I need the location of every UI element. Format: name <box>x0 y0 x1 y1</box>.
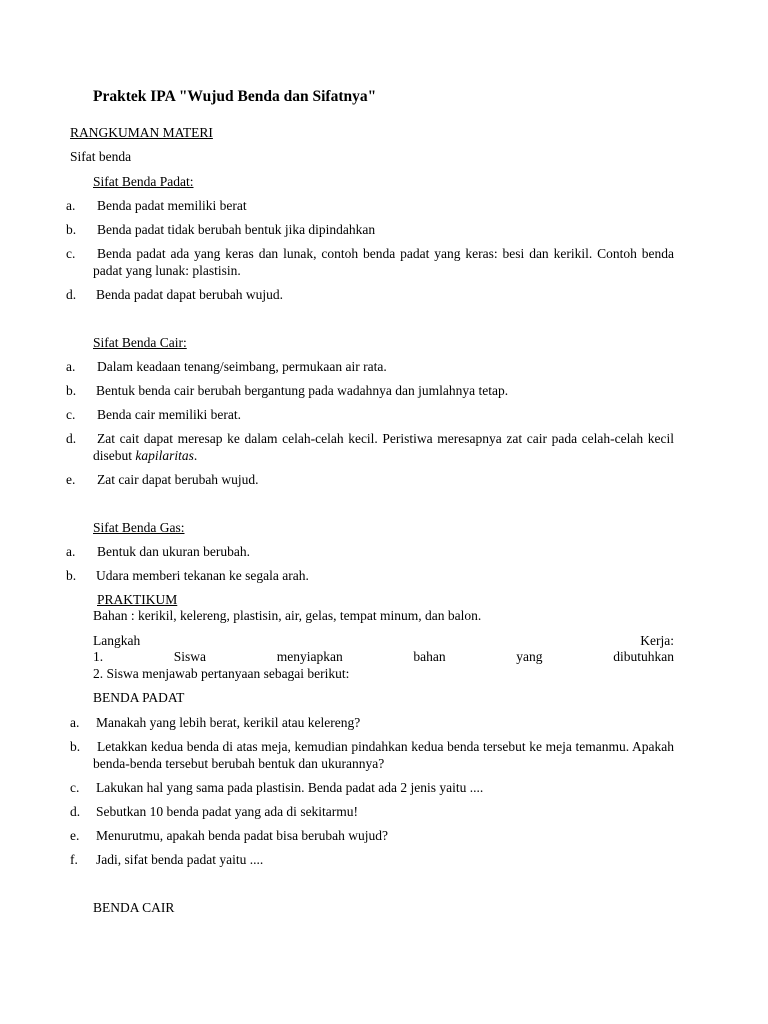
bahan-line: Bahan : kerikil, kelereng, plastisin, air, gelas, tempat minum, dan balon. <box>93 608 482 623</box>
step-word: Siswa <box>173 649 207 664</box>
kapilaritas-term: kapilaritas <box>135 448 194 463</box>
question-text: Sebutkan 10 benda padat yang ada di sekitarmu! <box>96 804 359 819</box>
list-marker: b. <box>66 568 77 583</box>
step-word: bahan <box>413 649 446 664</box>
question-text: Jadi, sifat benda padat yaitu .... <box>96 852 264 867</box>
list-item-text: Benda padat memiliki berat <box>97 198 247 213</box>
list-item-text: Benda padat tidak berubah bentuk jika dipindahkan <box>97 222 376 237</box>
kerja-word: Kerja: <box>640 633 674 648</box>
list-item-text: Dalam keadaan tenang/seimbang, permukaan air rata. <box>97 359 387 374</box>
list-item-text-main: Zat cait dapat meresap ke dalam celah-celah kecil. Peristiwa meresapnya zat cair pada celah-celah kecil disebut <box>93 431 674 463</box>
subheading-sifat-benda: Sifat benda <box>70 149 132 164</box>
step-word: 1. <box>93 649 104 664</box>
list-item-text <box>93 430 674 464</box>
question-text: Manakah yang lebih berat, kerikil atau kelereng? <box>96 715 361 730</box>
heading-sifat-benda-padat: Sifat Benda Padat: <box>93 174 194 189</box>
list-marker: d. <box>70 804 81 819</box>
list-marker: b. <box>70 739 81 754</box>
step-1-line <box>93 648 674 665</box>
langkah-word: Langkah <box>93 633 141 648</box>
list-marker: c. <box>66 246 76 261</box>
heading-praktikum: PRAKTIKUM <box>97 592 178 607</box>
question-text: Menurutmu, apakah benda padat bisa berubah wujud? <box>96 828 389 843</box>
list-marker: d. <box>66 431 77 446</box>
list-item-text: Benda padat dapat berubah wujud. <box>96 287 284 302</box>
document-title: Praktek IPA "Wujud Benda dan Sifatnya" <box>93 88 377 105</box>
heading-sifat-benda-cair: Sifat Benda Cair: <box>93 335 187 350</box>
list-item-text: Bentuk dan ukuran berubah. <box>97 544 250 559</box>
list-item-text: Benda padat ada yang keras dan lunak, contoh benda padat yang keras: besi dan kerikil. Contoh benda padat yang lunak: plastisin. <box>93 246 674 278</box>
question-text: Lakukan hal yang sama pada plastisin. Benda padat ada 2 jenis yaitu .... <box>96 780 484 795</box>
list-item-text-end: . <box>193 448 198 463</box>
langkah-kerja-line <box>93 632 674 649</box>
list-item-text: Bentuk benda cair berubah bergantung pada wadahnya dan jumlahnya tetap. <box>96 383 509 398</box>
heading-sifat-benda-gas: Sifat Benda Gas: <box>93 520 185 535</box>
list-marker: f. <box>70 852 78 867</box>
step-word: dibutuhkan <box>613 649 674 664</box>
list-marker: e. <box>70 828 80 843</box>
step-word: yang <box>516 649 543 664</box>
step-2-line: 2. Siswa menjawab pertanyaan sebagai berikut: <box>93 666 350 681</box>
heading-benda-cair: BENDA CAIR <box>93 900 175 915</box>
list-marker: d. <box>66 287 77 302</box>
section-heading-rangkuman: RANGKUMAN MATERI <box>70 125 213 140</box>
list-marker: e. <box>66 472 76 487</box>
list-item-text: Benda cair memiliki berat. <box>97 407 241 422</box>
question-text: Letakkan kedua benda di atas meja, kemudian pindahkan kedua benda tersebut ke meja temanmu. Apakah benda-benda tersebut berubah bentuk dan ukurannya? <box>93 739 674 771</box>
list-item-text: Zat cair dapat berubah wujud. <box>97 472 259 487</box>
list-marker: a. <box>66 359 76 374</box>
list-marker: a. <box>66 544 76 559</box>
list-marker: a. <box>70 715 80 730</box>
heading-benda-padat: BENDA PADAT <box>93 690 185 705</box>
list-marker: b. <box>66 383 77 398</box>
list-marker: b. <box>66 222 77 237</box>
list-marker: a. <box>66 198 76 213</box>
step-word: menyiapkan <box>276 649 343 664</box>
list-item-text: Udara memberi tekanan ke segala arah. <box>96 568 309 583</box>
list-marker: c. <box>70 780 80 795</box>
list-marker: c. <box>66 407 76 422</box>
